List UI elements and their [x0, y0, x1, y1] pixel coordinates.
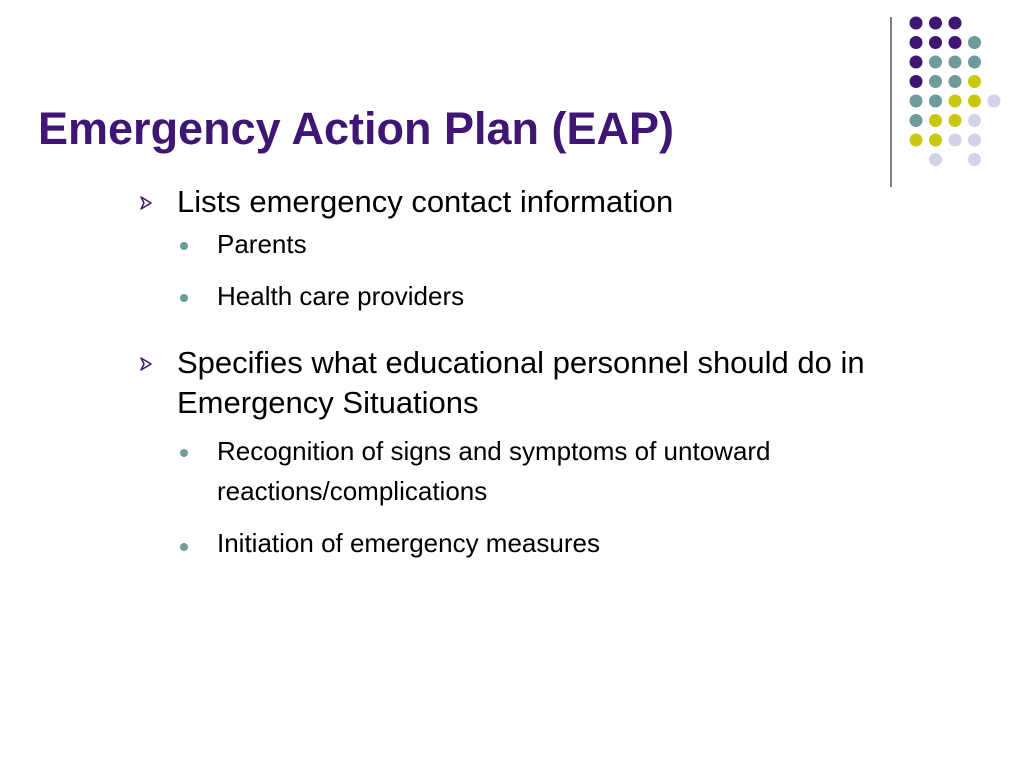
decorative-dot [910, 75, 923, 88]
slide-title: Emergency Action Plan (EAP) [38, 103, 674, 154]
decorative-dot [968, 153, 981, 166]
vertical-divider [890, 17, 892, 187]
sub-bullet-health-care-providers: Health care providers [217, 281, 465, 311]
round-bullet-icon [180, 543, 188, 551]
arrowhead-bullet-icon [138, 356, 154, 372]
decorative-dot [929, 75, 942, 88]
decorative-dot [949, 114, 962, 127]
bullet-item-1: Lists emergency contact information [177, 184, 674, 219]
decorative-dot [949, 95, 962, 108]
dot-grid-decoration [907, 14, 1002, 166]
decorative-dot [968, 75, 981, 88]
decorative-dot [929, 153, 942, 166]
bullet-item-2: Specifies what educational personnel should do in Emergency Situations [177, 345, 865, 420]
decorative-dot [929, 56, 942, 69]
decorative-dot [929, 17, 942, 30]
sub-bullet-recognition: Recognition of signs and symptoms of untoward reactions/complications [217, 436, 771, 506]
decorative-dot [968, 95, 981, 108]
decorative-dot [910, 56, 923, 69]
decorative-dot [910, 95, 923, 108]
round-bullet-icon [180, 294, 188, 302]
decorative-dot [949, 134, 962, 147]
decorative-dot [929, 134, 942, 147]
decorative-dot [929, 114, 942, 127]
round-bullet-icon [180, 449, 188, 457]
decorative-dot [949, 36, 962, 49]
sub-bullet-parents: Parents [217, 229, 307, 259]
sub-bullet-initiation: Initiation of emergency measures [217, 528, 600, 558]
decorative-dot [910, 134, 923, 147]
decorative-dot [910, 36, 923, 49]
decorative-dot [988, 95, 1001, 108]
decorative-dot [910, 114, 923, 127]
arrowhead-bullet-icon [138, 195, 154, 211]
decorative-dot [949, 17, 962, 30]
decorative-dot [968, 134, 981, 147]
decorative-dot [968, 114, 981, 127]
decorative-dot [929, 36, 942, 49]
decorative-dot [949, 56, 962, 69]
decorative-dot [910, 17, 923, 30]
decorative-dot [968, 36, 981, 49]
decorative-dot [968, 56, 981, 69]
round-bullet-icon [180, 242, 188, 250]
decorative-dot [949, 75, 962, 88]
decorative-dot [929, 95, 942, 108]
